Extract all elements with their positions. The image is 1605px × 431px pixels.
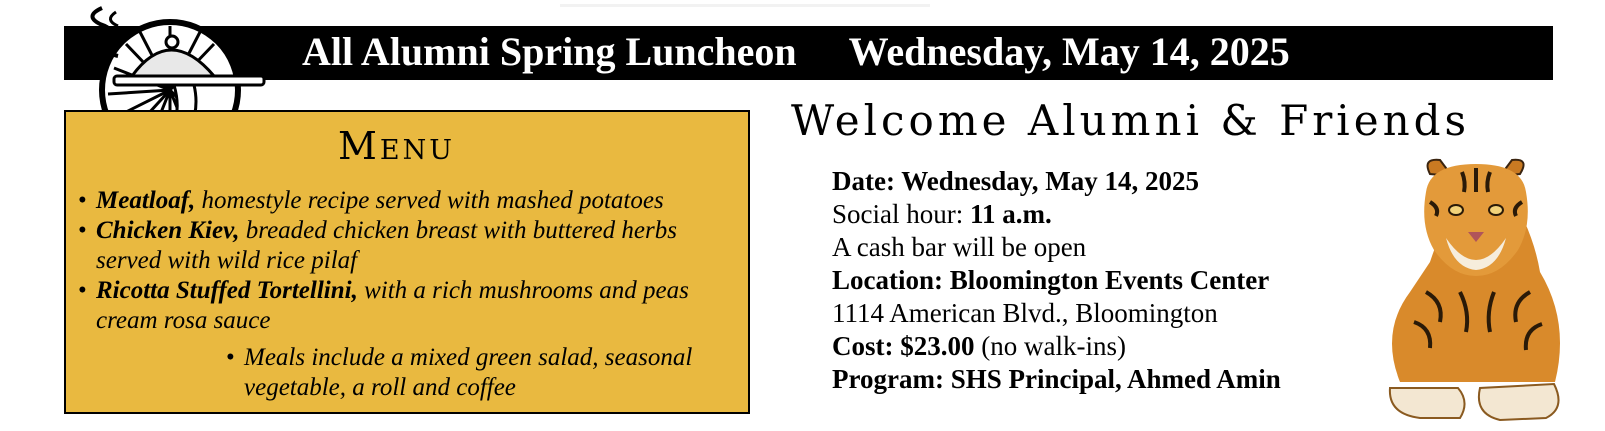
menu-item-description: breaded chicken breast with buttered herbs served with wild rice pilaf: [96, 217, 677, 274]
welcome-heading: Welcome Alumni & Friends: [791, 96, 1471, 145]
cost-label: Cost: $23.00: [832, 331, 975, 361]
menu-item-name: Meatloaf,: [96, 187, 196, 214]
address-line: 1114 American Blvd., Bloomington: [832, 298, 1218, 328]
menu-item: [78, 276, 748, 336]
menu-item: [78, 186, 748, 216]
top-divider: [560, 4, 930, 7]
menu-item: [78, 216, 748, 276]
title-banner: [64, 26, 1553, 80]
menu-item-name: Chicken Kiev,: [96, 217, 240, 244]
menu-item-description: homestyle recipe served with mashed potatoes: [201, 187, 664, 214]
event-title: All Alumni Spring Luncheon: [302, 29, 797, 74]
tiger-icon: [1370, 152, 1575, 428]
date-line: Date: Wednesday, May 14, 2025: [832, 166, 1200, 196]
menu-note: • Meals include a mixed green salad, seasonal vegetable, a roll and coffee: [226, 343, 704, 403]
location-line: Location: Bloomington Events Center: [832, 265, 1270, 295]
program-line: Program: SHS Principal, Ahmed Amin: [832, 364, 1281, 394]
menu-list: [78, 186, 748, 336]
cost-note: (no walk-ins): [974, 331, 1126, 361]
menu-item-description: with a rich mushrooms and peas cream rosa sauce: [96, 277, 689, 334]
menu-title: Menu: [338, 124, 455, 168]
event-details: [832, 165, 1281, 396]
bar-line: A cash bar will be open: [832, 232, 1087, 262]
social-label: Social hour:: [832, 199, 970, 229]
menu-box: [64, 110, 750, 414]
menu-item-name: Ricotta Stuffed Tortellini,: [96, 277, 358, 304]
event-date: Wednesday, May 14, 2025: [848, 29, 1290, 74]
social-time: 11 a.m.: [969, 199, 1052, 229]
banner-text: [302, 26, 1290, 80]
